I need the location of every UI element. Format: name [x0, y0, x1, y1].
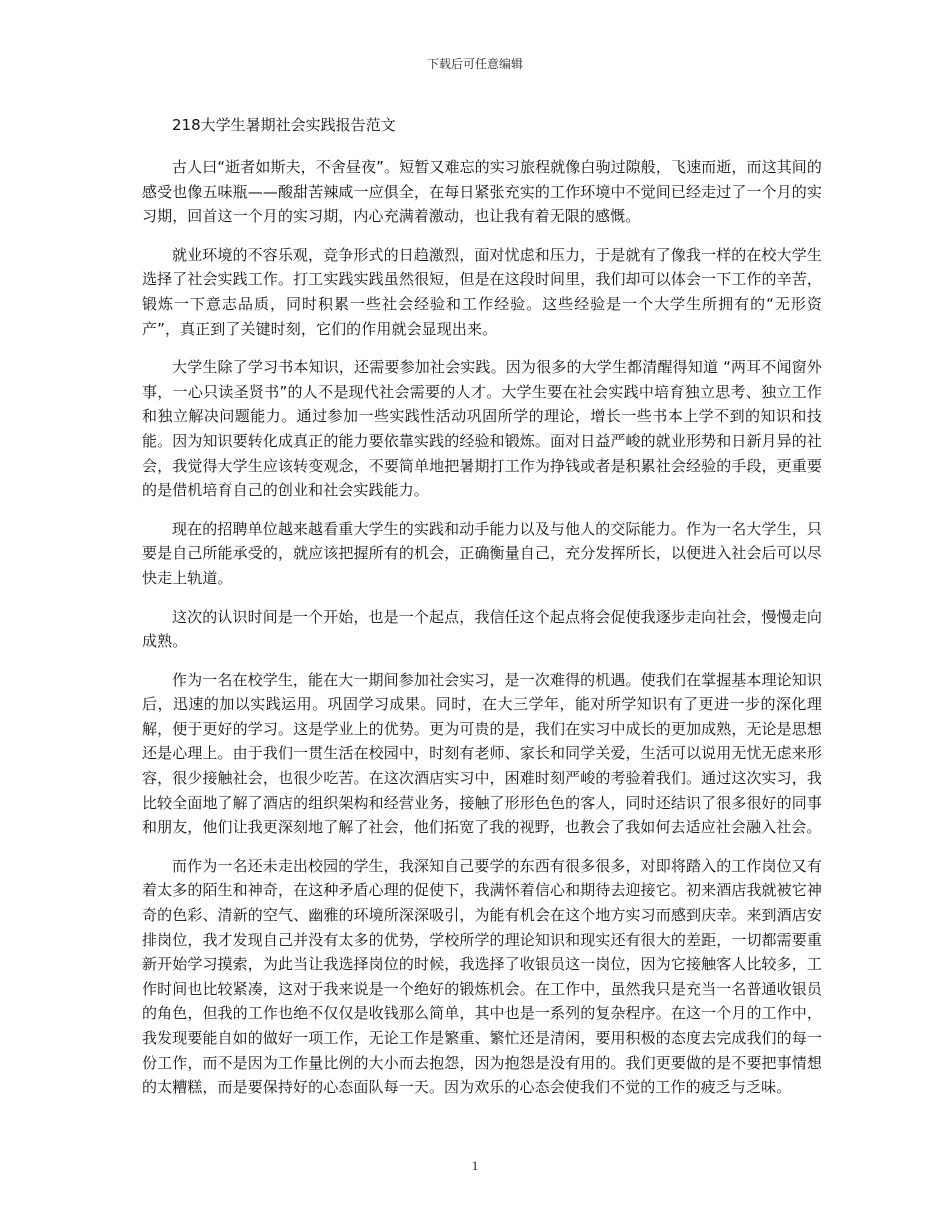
paragraph-6: 作为一名在校学生，能在大一期间参加社会实习，是一次难得的机遇。使我们在掌握基本理论知识后，迅速的加以实践运用。巩固学习成果。同时，在大三学年，能对所学知识有了更进一步的深化理解，便于更好的学习。这是学业上的优势。更为可贵的是，我们在实习中成长的更加成熟，无论是思想还是心理上。由于我们一贯生活在校园中，时刻有老师、家长和同学关爱，生活可以说用无忧无虑来形容，很少接触社会，也很少吃苦。在这次酒店实习中，困难时刻严峻的考验着我们。通过这次实习，我比较全面地了解了酒店的组织架构和经营业务，接触了形形色色的客人，同时还结识了很多很好的同事和朋友，他们让我更深刻地了解了社会，他们拓宽了我的视野，也教会了我如何去适应社会融入社会。 [142, 670, 822, 837]
document-title: 218大学生暑期社会实践报告范文 [172, 116, 396, 134]
page-number: 1 [471, 1158, 479, 1173]
paragraph-7: 而作为一名还未走出校园的学生，我深知自己要学的东西有很多很多，对即将踏入的工作岗位又有着太多的陌生和神奇，在这种矛盾心理的促使下，我满怀着信心和期待去迎接它。初来酒店我就被它神奇的色彩、清新的空气、幽雅的环境所深深吸引，为能有机会在这个地方实习而感到庆幸。来到酒店安排岗位，我才发现自己并没有太多的优势，学校所学的理论知识和现实还有很大的差距，一切都需要重新开始学习摸索，为此当让我选择岗位的时候，我选择了收银员这一岗位，因为它接触客人比较多，工作时间也比较紧凑，这对于我来说是一个绝好的锻炼机会。在工作中，虽然我只是充当一名普通收银员的角色，但我的工作也绝不仅仅是收钱那么简单，其中也是一系列的复杂程序。在这一个月的工作中，我发现要能自如的做好一项工作，无论工作是繁重、繁忙还是清闲，要用积极的态度去完成我们的每一份工作，而不是因为工作量比例的大小而去抱怨，因为抱怨是没有用的。我们更要做的是不要把事情想的太糟糕，而是要保持好的心态面队每一天。因为欢乐的心态会使我们不觉的工作的疲乏与乏味。 [142, 856, 822, 1097]
paragraph-1: 古人曰“逝者如斯夫，不舍昼夜”。短暂又难忘的实习旅程就像白驹过隙般，飞速而逝，而这其间的感受也像五味瓶——酸甜苦辣咸一应俱全，在每日紧张充实的工作环境中不觉间已经走过了一个月的实习期，回首这一个月的实习期，内心充满着激动，也让我有着无限的感慨。 [142, 158, 822, 226]
paragraph-3: 大学生除了学习书本知识，还需要参加社会实践。因为很多的大学生都清醒得知道 “两耳不闻窗外事，一心只读圣贤书”的人不是现代社会需要的人才。大学生要在社会实践中培育独立思考、独立工作和独立解决问题能力。通过参加一些实践性活动巩固所学的理论，增长一些书本上学不到的知识和技能。因为知识要转化成真正的能力要依靠实践的经验和锻炼。面对日益严峻的就业形势和日新月异的社会，我觉得大学生应该转变观念，不要简单地把暑期打工作为挣钱或者是积累社会经验的手段，更重要的是借机培育自己的创业和社会实践能力。 [142, 358, 822, 500]
document-body [142, 113, 822, 1114]
page-header: 下载后可任意编辑 [426, 57, 523, 71]
paragraph-5: 这次的认识时间是一个开始，也是一个起点，我信任这个起点将会促使我逐步走向社会，慢慢走向成熟。 [142, 607, 822, 651]
paragraph-2: 就业环境的不容乐观，竞争形式的日趋激烈，面对忧虑和压力，于是就有了像我一样的在校大学生选择了社会实践工作。打工实践实践虽然很短，但是在这段时间里，我们却可以体会一下工作的辛苦，锻炼一下意志品质，同时积累一些社会经验和工作经验。这些经验是一个大学生所拥有的“无形资产”，真正到了关键时刻，它们的作用就会显现出来。 [142, 245, 822, 338]
paragraph-4: 现在的招聘单位越来越看重大学生的实践和动手能力以及与他人的交际能力。作为一名大学生，只要是自己所能承受的，就应该把握所有的机会，正确衡量自己，充分发挥所长，以便进入社会后可以尽快走上轨道。 [142, 519, 822, 587]
